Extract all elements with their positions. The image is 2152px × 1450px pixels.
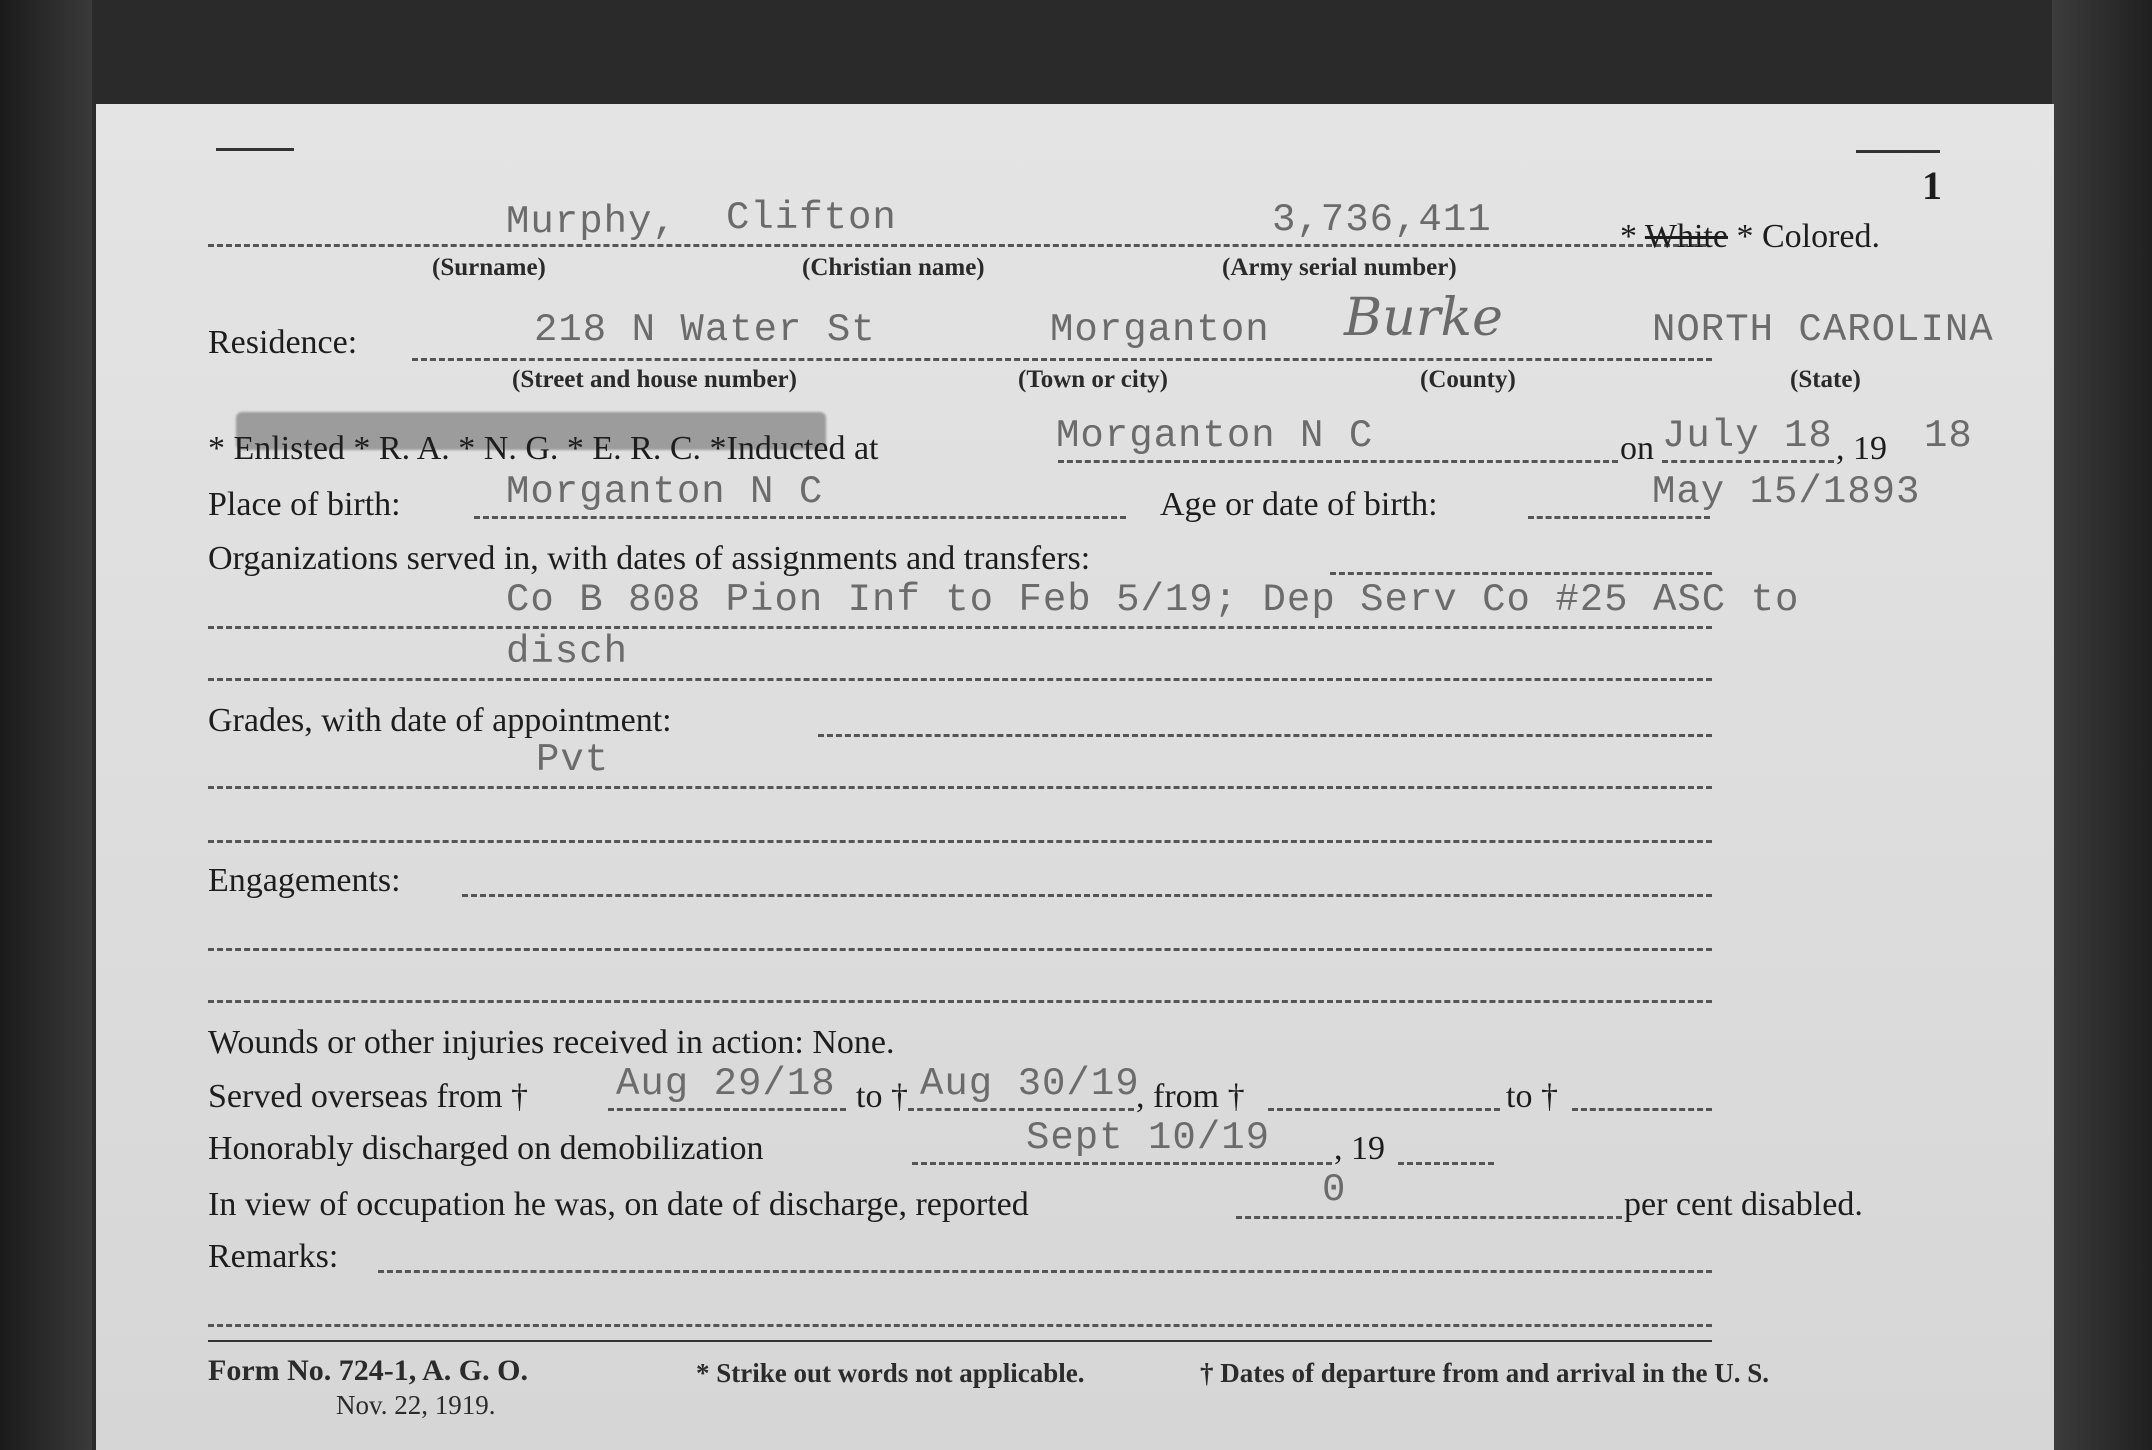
street-value: 218 N Water St (534, 308, 876, 352)
organizations-line2: disch (506, 630, 629, 674)
overseas-to-label: to † (856, 1078, 908, 1115)
overseas-to-line (908, 1108, 1134, 1111)
age-label: Age or date of birth: (1160, 486, 1438, 523)
overseas-to2-line (1572, 1108, 1712, 1111)
organizations-label: Organizations served in, with dates of assignments and transfers: (208, 540, 1091, 577)
serial-number-value: 3,736,411 (1272, 198, 1492, 242)
place-of-birth-line (474, 516, 1126, 519)
on-label: on (1620, 430, 1654, 467)
footer-rule (208, 1340, 1712, 1342)
street-caption: (Street and house number) (512, 366, 797, 393)
grade-value: Pvt (536, 738, 610, 782)
overseas-from2-line (1268, 1108, 1500, 1111)
header-line (208, 244, 1706, 247)
engagements-label: Engagements: (208, 862, 401, 899)
inducted-at-line (1058, 460, 1618, 463)
enlistment-label: * Enlisted * R. A. * N. G. * E. R. C. *Inducted at (208, 430, 879, 467)
year-prefix-label: , 19 (1836, 430, 1887, 467)
overseas-from-value: Aug 29/18 (616, 1062, 836, 1106)
service-record-card (96, 104, 2054, 1450)
county-value: Burke (1344, 288, 1503, 348)
page-number: 1 (1922, 163, 1942, 208)
remarks-line-0 (378, 1270, 1712, 1273)
white-star: * (1620, 218, 1637, 255)
overseas-from-label: Served overseas from † (208, 1078, 529, 1115)
residence-line (412, 358, 1712, 361)
christian-name-value: Clifton (726, 196, 897, 240)
induction-date-value: July 18 (1662, 414, 1833, 458)
colored-option: Colored. (1761, 218, 1881, 255)
place-of-birth-value: Morganton N C (506, 470, 824, 514)
grades-line-2 (208, 840, 1712, 843)
white-option: White (1644, 218, 1728, 255)
wounds-label: Wounds or other injuries received in action: None. (208, 1024, 895, 1061)
remarks-label: Remarks: (208, 1238, 339, 1275)
organizations-line-2 (208, 678, 1712, 681)
strike-out-note: * Strike out words not applicable. (696, 1358, 1085, 1388)
disability-line (1236, 1216, 1622, 1219)
state-caption: (State) (1790, 366, 1861, 393)
place-of-birth-label: Place of birth: (208, 486, 401, 523)
organizations-line1: Co B 808 Pion Inf to Feb 5/19; Dep Serv Co #25 ASC to (506, 578, 1800, 622)
engagements-line-0 (462, 894, 1712, 897)
scan-backdrop-right (2052, 0, 2152, 1450)
disability-label: In view of occupation he was, on date of discharge, reported (208, 1186, 1029, 1223)
state-value: NORTH CAROLINA (1652, 308, 1994, 352)
date-of-birth-value: May 15/1893 (1652, 470, 1921, 514)
top-left-rule (216, 148, 294, 151)
discharge-year-line (1398, 1162, 1494, 1165)
town-caption: (Town or city) (1018, 366, 1168, 393)
colored-star: * (1736, 218, 1754, 255)
engagements-line-2 (208, 1000, 1712, 1003)
race-field (1620, 218, 1880, 256)
disability-suffix: per cent disabled. (1624, 1186, 1863, 1223)
form-date: Nov. 22, 1919. (336, 1390, 496, 1420)
overseas-from-line (608, 1108, 846, 1111)
surname-caption: (Surname) (432, 254, 546, 281)
grades-line-0 (818, 734, 1712, 737)
induction-date-line (1662, 460, 1834, 463)
discharge-year-label: , 19 (1334, 1130, 1385, 1167)
inducted-at-value: Morganton N C (1056, 414, 1374, 458)
induction-year-value: 18 (1924, 414, 1973, 458)
discharge-date-line (912, 1162, 1332, 1165)
form-number: Form No. 724-1, A. G. O. (208, 1354, 528, 1387)
county-caption: (County) (1420, 366, 1516, 393)
date-of-birth-line (1528, 516, 1710, 519)
overseas-to2-label: to † (1506, 1078, 1558, 1115)
dates-note: † Dates of departure from and arrival in the U. S. (1200, 1358, 1769, 1388)
surname-value: Murphy, (506, 200, 677, 244)
discharge-label: Honorably discharged on demobilization (208, 1130, 764, 1167)
organizations-line-0 (1330, 572, 1712, 575)
town-value: Morganton (1050, 308, 1270, 352)
top-right-rule (1856, 150, 1940, 153)
overseas-to-value: Aug 30/19 (920, 1062, 1140, 1106)
engagements-line-1 (208, 948, 1712, 951)
overseas-from2-label: , from † (1136, 1078, 1245, 1115)
grades-label: Grades, with date of appointment: (208, 702, 672, 739)
residence-label: Residence: (208, 324, 358, 361)
serial-number-caption: (Army serial number) (1222, 254, 1457, 281)
grades-line-1 (208, 786, 1712, 789)
discharge-date-value: Sept 10/19 (1026, 1116, 1271, 1160)
disability-percent-value: 0 (1322, 1168, 1347, 1212)
organizations-line-1 (208, 626, 1712, 629)
remarks-line-1 (208, 1324, 1712, 1327)
christian-name-caption: (Christian name) (802, 254, 985, 281)
scan-backdrop-left (0, 0, 92, 1450)
